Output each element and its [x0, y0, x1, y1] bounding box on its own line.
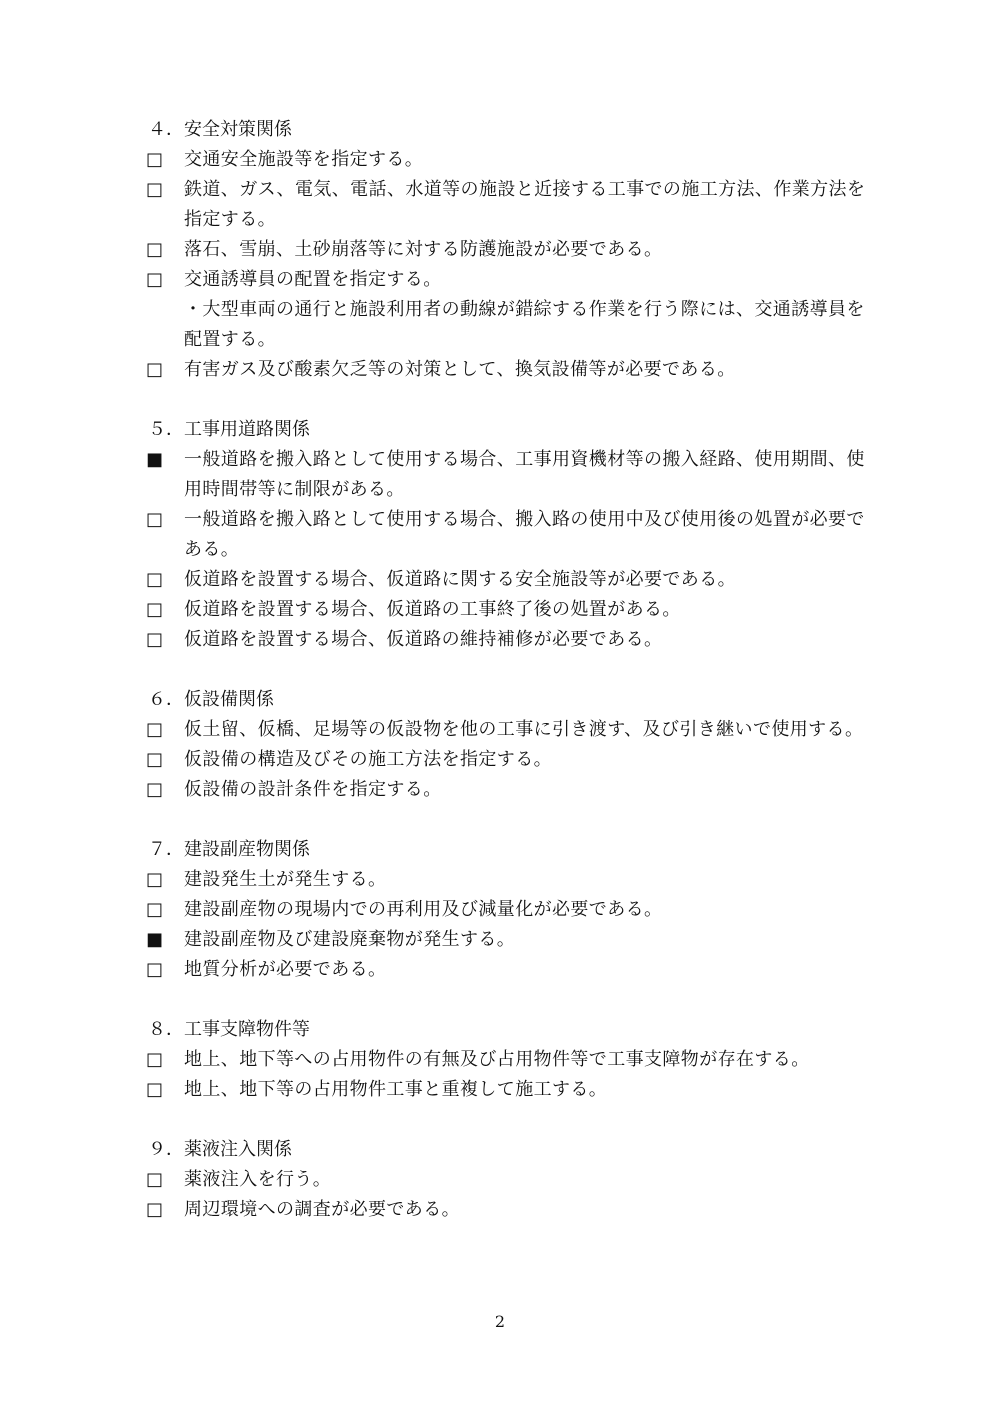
checklist-item-text: 地上、地下等への占用物件の有無及び占用物件等で工事支障物が存在する。	[184, 1049, 810, 1070]
checklist-item-text: 落石、雪崩、土砂崩落等に対する防護施設が必要である。	[184, 239, 663, 260]
checklist-item	[146, 925, 866, 955]
unchecked-box-icon[interactable]: □	[146, 509, 164, 530]
unchecked-box-icon[interactable]: □	[146, 629, 164, 650]
checklist-item-text: 地上、地下等の占用物件工事と重複して施工する。	[184, 1079, 608, 1100]
checklist-item-text: 建設副産物の現場内での再利用及び減量化が必要である。	[184, 899, 663, 920]
section-title: ８．工事支障物件等	[148, 1019, 310, 1040]
unchecked-box-icon[interactable]: □	[146, 719, 164, 740]
section-title: ７．建設副産物関係	[148, 839, 310, 860]
checked-box-icon[interactable]: ■	[146, 449, 164, 470]
section-7	[146, 835, 866, 985]
unchecked-box-icon[interactable]: □	[146, 239, 164, 260]
checklist-item-text: 仮土留、仮橋、足場等の仮設物を他の工事に引き渡す、及び引き継いで使用する。	[184, 719, 864, 740]
unchecked-box-icon[interactable]: □	[146, 269, 164, 290]
unchecked-box-icon[interactable]: □	[146, 569, 164, 590]
checklist-item-text: 仮道路を設置する場合、仮道路の維持補修が必要である。	[184, 629, 663, 650]
unchecked-box-icon[interactable]: □	[146, 1079, 164, 1100]
unchecked-box-icon[interactable]: □	[146, 1049, 164, 1070]
checklist-item-text: 有害ガス及び酸素欠乏等の対策として、換気設備等が必要である。	[184, 359, 736, 380]
checklist-item	[146, 595, 866, 625]
checklist-item	[146, 1075, 866, 1105]
checklist-item	[146, 715, 866, 745]
unchecked-box-icon[interactable]: □	[146, 779, 164, 800]
section-title: ５．工事用道路関係	[148, 419, 310, 440]
checklist-item-text: 仮設備の構造及びその施工方法を指定する。	[184, 749, 552, 770]
checklist-content	[146, 115, 866, 1255]
checked-box-icon[interactable]: ■	[146, 929, 164, 950]
section-title: ６．仮設備関係	[148, 689, 274, 710]
checklist-item-text: 仮道路を設置する場合、仮道路に関する安全施設等が必要である。	[184, 569, 736, 590]
checklist-item	[146, 1165, 866, 1195]
checklist-item	[146, 625, 866, 655]
checklist-item-text: 鉄道、ガス、電気、電話、水道等の施設と近接する工事での施工方法、作業方法を指定する。	[184, 179, 866, 230]
checklist-item	[146, 145, 866, 175]
checklist-item-text: 交通安全施設等を指定する。	[184, 149, 424, 170]
unchecked-box-icon[interactable]: □	[146, 149, 164, 170]
checklist-item	[146, 355, 866, 385]
checklist-item	[146, 265, 866, 295]
checklist-item	[146, 775, 866, 805]
checklist-item	[146, 505, 866, 565]
checklist-item-text: 地質分析が必要である。	[184, 959, 387, 980]
checklist-item	[146, 175, 866, 235]
section-4	[146, 115, 866, 385]
unchecked-box-icon[interactable]: □	[146, 899, 164, 920]
checklist-item	[146, 745, 866, 775]
checklist-item	[146, 1195, 866, 1225]
unchecked-box-icon[interactable]: □	[146, 959, 164, 980]
unchecked-box-icon[interactable]: □	[146, 599, 164, 620]
unchecked-box-icon[interactable]: □	[146, 1169, 164, 1190]
unchecked-box-icon[interactable]: □	[146, 749, 164, 770]
section-8	[146, 1015, 866, 1105]
checklist-item-text: 建設副産物及び建設廃棄物が発生する。	[184, 929, 516, 950]
checklist-item-text: 仮道路を設置する場合、仮道路の工事終了後の処置がある。	[184, 599, 681, 620]
checklist-item	[146, 895, 866, 925]
section-9	[146, 1135, 866, 1225]
section-title: ９．薬液注入関係	[148, 1139, 292, 1160]
checklist-item-text: 一般道路を搬入路として使用する場合、工事用資機材等の搬入経路、使用期間、使用時間帯等に制限がある。	[184, 449, 865, 500]
checklist-item-note: ・大型車両の通行と施設利用者の動線が錯綜する作業を行う際には、交通誘導員を配置する。	[184, 299, 865, 350]
checklist-item-text: 仮設備の設計条件を指定する。	[184, 779, 442, 800]
unchecked-box-icon[interactable]: □	[146, 359, 164, 380]
checklist-item	[146, 445, 866, 505]
checklist-item-text: 周辺環境への調査が必要である。	[184, 1199, 460, 1220]
unchecked-box-icon[interactable]: □	[146, 869, 164, 890]
checklist-item-text: 一般道路を搬入路として使用する場合、搬入路の使用中及び使用後の処置が必要である。	[184, 509, 865, 560]
section-5	[146, 415, 866, 655]
checklist-item-text: 交通誘導員の配置を指定する。	[184, 269, 442, 290]
checklist-item-text: 薬液注入を行う。	[184, 1169, 332, 1190]
section-6	[146, 685, 866, 805]
checklist-item	[146, 1045, 866, 1075]
unchecked-box-icon[interactable]: □	[146, 1199, 164, 1220]
checklist-item-text: 建設発生土が発生する。	[184, 869, 387, 890]
checklist-item	[146, 235, 866, 265]
section-title: ４．安全対策関係	[148, 119, 292, 140]
checklist-item	[146, 565, 866, 595]
checklist-item	[146, 865, 866, 895]
unchecked-box-icon[interactable]: □	[146, 179, 164, 200]
page-number: 2	[494, 1312, 506, 1331]
checklist-item	[146, 955, 866, 985]
